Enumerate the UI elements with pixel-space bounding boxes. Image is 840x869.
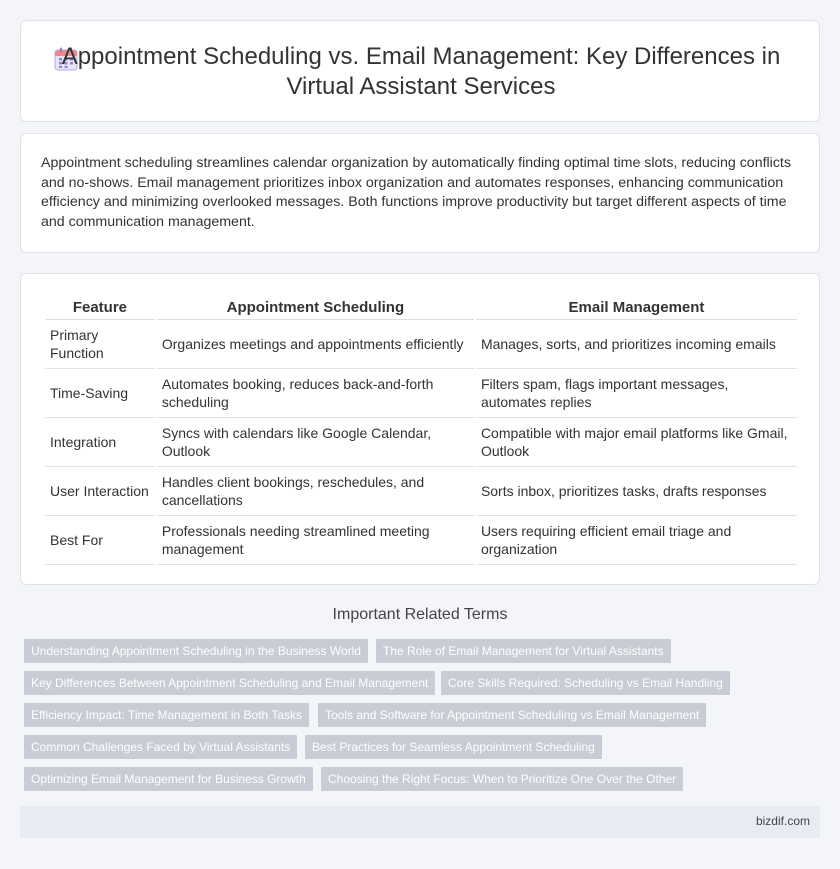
related-tag-4[interactable]: Core Skills Required: Scheduling vs Email Handling [441,671,730,695]
related-tag-6[interactable]: Tools and Software for Appointment Scheduling vs Email Management [318,703,706,727]
table-row [45,369,797,418]
row-appointment-value: Organizes meetings and appointments efficiently [157,320,474,369]
table-row [45,320,797,369]
row-email-value: Manages, sorts, and prioritizes incoming emails [476,320,797,369]
row-email-value: Sorts inbox, prioritizes tasks, drafts responses [476,467,797,516]
row-feature: Time-Saving [45,369,155,418]
row-email-value: Filters spam, flags important messages, automates replies [476,369,797,418]
header-appointment-scheduling: Appointment Scheduling [157,294,474,320]
summary-card [20,133,820,253]
related-tag-8[interactable]: Best Practices for Seamless Appointment Scheduling [305,735,602,759]
row-appointment-value: Syncs with calendars like Google Calendar, Outlook [157,418,474,467]
row-appointment-value: Professionals needing streamlined meeting management [157,516,474,565]
row-appointment-value: Automates booking, reduces back-and-forth scheduling [157,369,474,418]
row-feature: User Interaction [45,467,155,516]
related-tag-1[interactable]: Understanding Appointment Scheduling in the Business World [24,639,368,663]
comparison-table [43,294,799,565]
header-feature: Feature [45,294,155,320]
table-row [45,516,797,565]
row-feature: Best For [45,516,155,565]
header-card [20,20,820,122]
footer-site-link[interactable]: bizdif.com [755,814,810,828]
related-terms-title: Important Related Terms [332,606,508,623]
related-tag-9[interactable]: Optimizing Email Management for Business Growth [24,767,313,791]
summary-text: Appointment scheduling streamlines calendar organization by automatically finding optimal time slots, reducing conflicts and no-shows. Email management prioritizes inbox organization and automates responses, enhancing communication efficiency and minimizing overlooked messages. Both functions improve productivity but target different aspects of time and communication management. [41,155,791,230]
page-title: Appointment Scheduling vs. Email Management: Key Differences in Virtual Assistant Services [61,43,781,100]
row-email-value: Compatible with major email platforms like Gmail, Outlook [476,418,797,467]
related-tag-7[interactable]: Common Challenges Faced by Virtual Assistants [24,735,297,759]
related-tag-10[interactable]: Choosing the Right Focus: When to Prioritize One Over the Other [321,767,683,791]
row-feature: Primary Function [45,320,155,369]
row-email-value: Users requiring efficient email triage and organization [476,516,797,565]
row-appointment-value: Handles client bookings, reschedules, and cancellations [157,467,474,516]
row-feature: Integration [45,418,155,467]
related-tag-3[interactable]: Key Differences Between Appointment Scheduling and Email Management [24,671,435,695]
footer [20,806,820,838]
table-row [45,418,797,467]
related-tag-2[interactable]: The Role of Email Management for Virtual Assistants [376,639,671,663]
table-header-row [45,294,797,320]
header-email-management: Email Management [476,294,797,320]
related-tag-5[interactable]: Efficiency Impact: Time Management in Both Tasks [24,703,309,727]
comparison-card [20,273,820,585]
table-row [45,467,797,516]
